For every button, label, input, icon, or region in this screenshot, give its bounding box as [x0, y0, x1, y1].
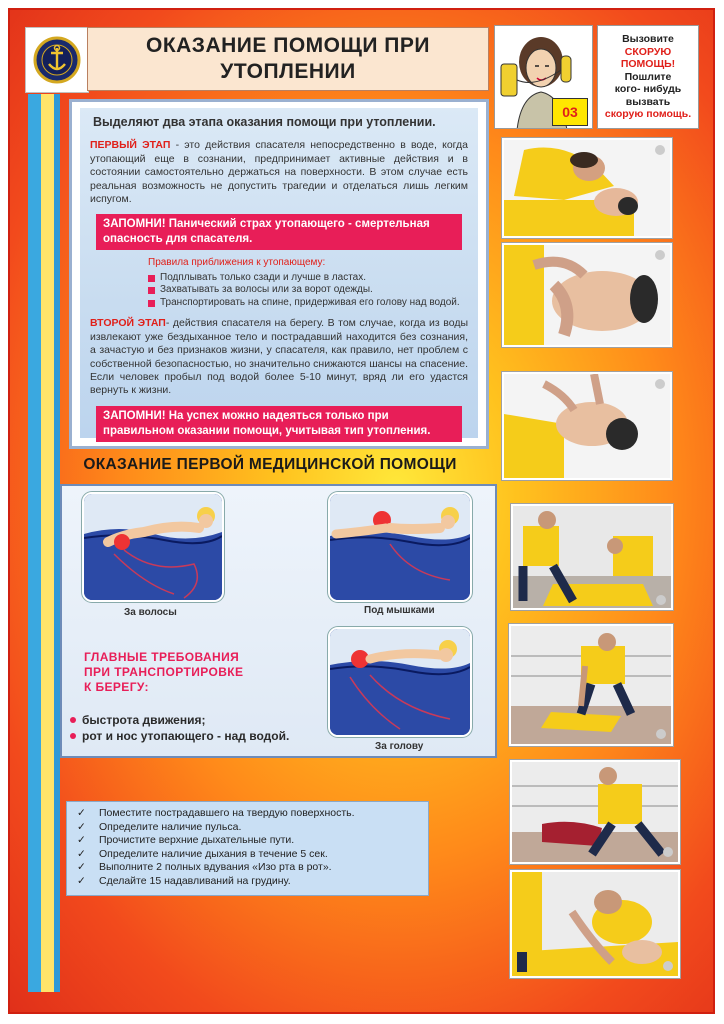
check-mark-icon: ✓	[77, 820, 86, 833]
rule-item: Захватывать за волосы или за ворот одежды.	[148, 284, 468, 297]
transport-panel	[60, 484, 497, 758]
checklist-item	[77, 834, 420, 848]
check-mark-icon: ✓	[77, 834, 86, 847]
drowning-stages-panel	[69, 99, 489, 449]
checklist-item	[77, 861, 420, 875]
photo-rescue-breathing-icon	[510, 870, 680, 978]
stage-2-text: - действия спасателя на берегу. В том случае, когда из воды извлекают уже бездыханное тело и пострадавший находится без сознания, а зачастую и без признаков жизни, у спасателя, как правило, нет проблем с собственной безопасностью, но значительно снижаются шансы на спасение. Если человек пробыл под водой более 5-10 минут, вряд ли его удастся вернуть к жизни.	[90, 317, 468, 397]
checklist-item	[77, 821, 420, 835]
tow-under-armpits-illustration-icon	[328, 492, 472, 602]
photo-kneeling-position-icon	[510, 760, 680, 864]
side-stripe-blue	[28, 94, 41, 992]
photo-cpr-kneeling-icon	[511, 504, 673, 610]
transport-requirements-list	[70, 712, 350, 744]
first-aid-title: ОКАЗАНИЕ ПЕРВОЙ МЕДИЦИНСКОЙ ПОМОЩИ	[83, 456, 457, 473]
tow-by-hair-illustration-icon	[82, 492, 224, 602]
checklist-item	[77, 848, 420, 862]
rules-heading: Правила приближения к утопающему:	[148, 257, 326, 269]
page-title	[87, 27, 489, 91]
stage-2-paragraph	[90, 317, 468, 397]
call-ambulance-box	[597, 25, 699, 129]
checklist-item-text: Выполните 2 полных вдувания «Изо рта в рот».	[99, 861, 332, 874]
emergency-number-badge: 03	[552, 98, 588, 126]
call-line-3: ПОМОЩЬ!	[620, 58, 676, 70]
side-stripe-yellow	[41, 94, 54, 992]
call-line-1: Вызовите	[622, 33, 674, 45]
alert-panic: ЗАПОМНИ! Панический страх утопающего - смертельная опасность для спасателя.	[96, 214, 462, 250]
transport-requirements-title	[84, 650, 284, 695]
title-line-2: УТОПЛЕНИИ	[220, 60, 356, 83]
check-mark-icon: ✓	[77, 847, 86, 860]
checklist-item	[77, 807, 420, 821]
requirement-item: быстрота движения;	[70, 712, 350, 728]
checklist-item-text: Сделайте 15 надавливаний на грудину.	[99, 874, 291, 887]
stage-1-paragraph	[90, 139, 468, 206]
alert-success: ЗАПОМНИ! На успех можно надеяться только при правильном оказании помощи, учитывая тип утопления.	[96, 406, 462, 442]
photo-head-tilt-icon	[502, 372, 672, 480]
caption-hair: За волосы	[124, 607, 177, 618]
call-line-2: СКОРУЮ	[624, 45, 672, 58]
check-mark-icon: ✓	[77, 874, 86, 887]
requirements-title-line: К БЕРЕГУ:	[84, 680, 149, 694]
checklist-item	[77, 875, 420, 889]
caption-armpits: Под мышками	[364, 605, 435, 616]
photo-check-breathing-icon	[502, 138, 672, 238]
stage-2-label: ВТОРОЙ ЭТАП	[90, 317, 166, 330]
requirements-title-line: ПРИ ТРАНСПОРТИРОВКЕ	[84, 665, 244, 679]
rule-item: Подплывать только сзади и лучше в ластах.	[148, 272, 468, 285]
stage-1-label: ПЕРВЫЙ ЭТАП	[90, 139, 171, 152]
navy-anchor-emblem-icon	[25, 27, 89, 93]
call-line-5: кого- нибудь	[614, 83, 682, 95]
call-line-7: скорую помощь.	[604, 108, 692, 120]
stage-1-text: - это действия спасателя непосредственно в воде, когда утопающий еще в сознании, предпринимает активные действия и в состоянии самостоятельно держаться на поверхности. В этом случае есть реальная возможность не допустить трагедии и отделаться лишь легким испугом.	[90, 139, 469, 206]
cpr-checklist	[66, 801, 429, 896]
checklist-item-text: Определите наличие дыхания в течение 5 сек.	[99, 847, 328, 860]
photo-chest-compression-icon	[509, 624, 673, 746]
call-line-4: Пошлите	[624, 70, 672, 83]
call-line-6: вызвать	[625, 95, 671, 108]
approach-rules	[148, 257, 468, 309]
title-line-1: ОКАЗАНИЕ ПОМОЩИ ПРИ	[145, 34, 431, 57]
check-mark-icon: ✓	[77, 807, 86, 819]
caption-head: За голову	[375, 741, 424, 752]
check-mark-icon: ✓	[77, 861, 86, 874]
checklist-item-text: Прочистите верхние дыхательные пути.	[99, 834, 295, 847]
requirement-item: рот и нос утопающего - над водой.	[70, 728, 350, 744]
rule-item: Транспортировать на спине, придерживая его голову над водой.	[148, 297, 468, 310]
checklist-item-text: Определите наличие пульса.	[99, 820, 242, 833]
photo-clear-airway-icon	[502, 243, 672, 347]
checklist-item-text: Поместите пострадавшего на твердую поверхность.	[99, 807, 355, 819]
stages-heading: Выделяют два этапа оказания помощи при утоплении.	[93, 115, 436, 129]
requirements-title-line: ГЛАВНЫЕ ТРЕБОВАНИЯ	[84, 650, 240, 664]
